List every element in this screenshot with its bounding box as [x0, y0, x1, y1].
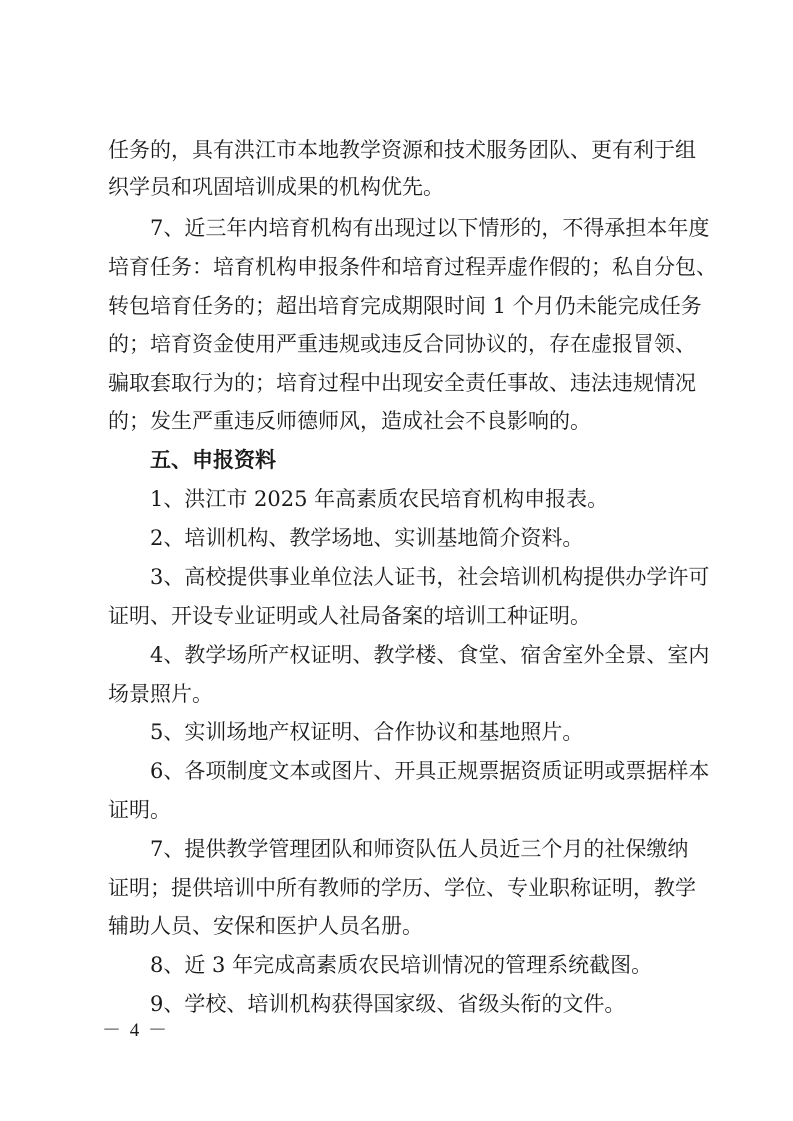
paragraph-line: 的；发生严重违反师德师风，造成社会不良影响的。: [108, 409, 591, 433]
paragraph-line: 任务的，具有洪江市本地教学资源和技术服务团队、更有利于组: [108, 138, 696, 162]
list-item: 9、学校、培训机构获得国家级、省级头衔的文件。: [150, 992, 626, 1016]
list-item: 2、培训机构、教学场地、实训基地简介资料。: [150, 526, 584, 550]
list-item: 6、各项制度文本或图片、开具正规票据资质证明或票据样本: [150, 759, 710, 783]
page-number: － 4 －: [102, 1020, 170, 1041]
paragraph-line: 的；培育资金使用严重违规或违反合同协议的，存在虚报冒领、: [108, 332, 696, 356]
list-item: 5、实训场地产权证明、合作协议和基地照片。: [150, 720, 584, 744]
section-heading: 五、申报资料: [150, 448, 276, 472]
paragraph-line: 织学员和巩固培训成果的机构优先。: [108, 175, 444, 199]
list-item-continuation: 场景照片。: [108, 682, 213, 706]
list-item: 8、近 3 年完成高素质农民培训情况的管理系统截图。: [150, 953, 653, 977]
list-item-continuation: 证明；提供培训中所有教师的学历、学位、专业职称证明，教学: [108, 876, 696, 900]
list-item: 4、教学场所产权证明、教学楼、食堂、宿舍室外全景、室内: [150, 643, 710, 667]
paragraph-line: 转包培育任务的；超出培育完成期限时间 1 个月仍未能完成任务: [108, 294, 702, 318]
list-item-continuation: 证明、开设专业证明或人社局备案的培训工种证明。: [108, 604, 591, 628]
paragraph-line: 培育任务：培育机构申报条件和培育过程弄虚作假的；私自分包、: [108, 255, 717, 279]
list-item-continuation: 辅助人员、安保和医护人员名册。: [108, 914, 423, 938]
list-item-continuation: 证明。: [108, 798, 171, 822]
paragraph-line: 7、近三年内培育机构有出现过以下情形的，不得承担本年度: [150, 216, 710, 240]
list-item: 1、洪江市 2025 年高素质农民培育机构申报表。: [150, 487, 609, 511]
paragraph-line: 骗取套取行为的；培育过程中出现安全责任事故、违法违规情况: [108, 371, 696, 395]
list-item: 3、高校提供事业单位法人证书，社会培训机构提供办学许可: [150, 565, 710, 589]
list-item: 7、提供教学管理团队和师资队伍人员近三个月的社保缴纳: [150, 837, 689, 861]
